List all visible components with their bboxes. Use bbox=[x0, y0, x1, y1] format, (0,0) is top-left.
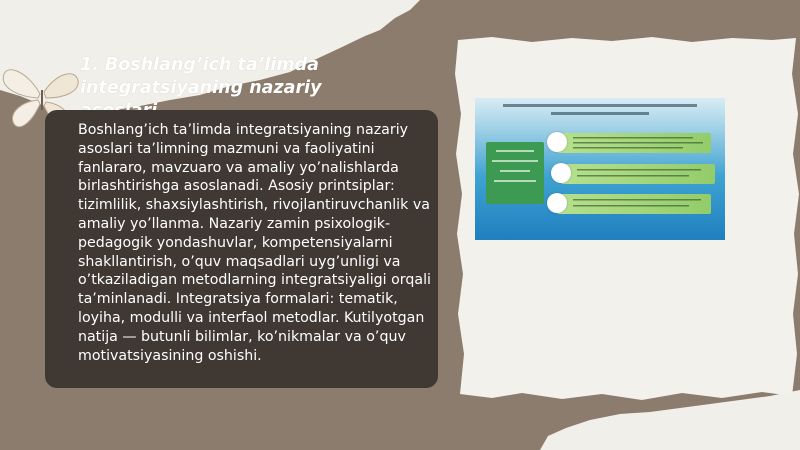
infographic-row-3-circle bbox=[547, 193, 567, 213]
body-text: Boshlang’ich ta’limda integratsiyaning nazariy asoslari ta’limning mazmuni va faoliyatini fanlararo, mavzuaro va amaliy yo’nalishlarda birlashtirishga asoslanadi. Asosiy printsiplar: tizimlilik, shaxsiylashtirish, rivojlantiruvchanlik va amaliy yo’llanma. Nazariy zamin psixologik-pedagogik yondashuvlar, kompetensiyalarni shakllantirish, o’quv maqsadlari uyg’unligi va o’tkaziladigan metodlarning integratsiyaligi orqali ta’minlanadi. Integratsiya formalari: tematik, loyiha, modulli va interfaol metodlar. Kutilyotgan natija — butunli bilimlar, ko’nikmalar va o’quv motivatsiyasining oshishi. bbox=[78, 122, 431, 364]
infographic-left-box bbox=[486, 142, 544, 204]
infographic-title-lettering bbox=[491, 102, 709, 123]
infographic-row-3 bbox=[547, 194, 717, 214]
infographic-row-1 bbox=[547, 133, 717, 153]
infographic-row-2-circle bbox=[551, 163, 571, 183]
infographic-row-2-bar bbox=[561, 164, 715, 184]
slide-title: 1. Boshlang’ich ta’limda integratsiyaning nazariy bbox=[80, 55, 322, 98]
infographic-row-1-bar bbox=[557, 133, 711, 153]
infographic-row-1-circle bbox=[547, 132, 567, 152]
infographic-row-3-bar bbox=[557, 194, 711, 214]
infographic-row-2 bbox=[551, 164, 721, 184]
infographic-image bbox=[475, 98, 725, 240]
